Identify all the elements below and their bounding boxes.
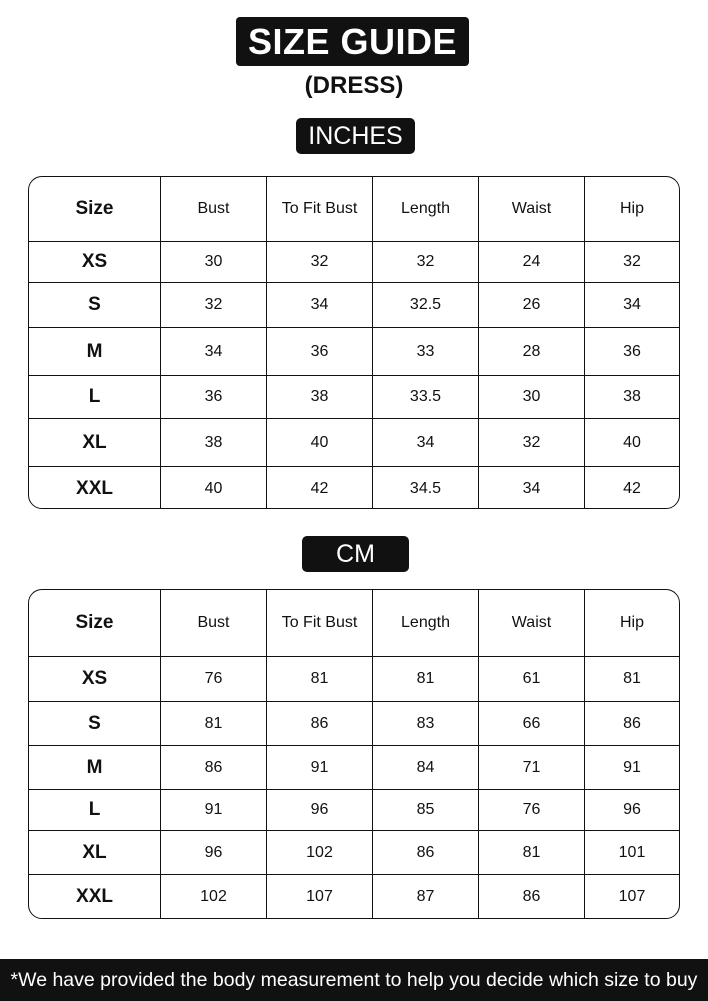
table-row bbox=[29, 242, 679, 283]
to-fit-bust-cell: 102 bbox=[267, 831, 373, 874]
size-cell: XL bbox=[29, 831, 161, 874]
waist-cell: 24 bbox=[479, 242, 585, 282]
bust-cell: 86 bbox=[161, 746, 267, 789]
bust-cell: 76 bbox=[161, 657, 267, 701]
header-waist: Waist bbox=[479, 590, 585, 656]
size-cell: XS bbox=[29, 657, 161, 701]
table-row bbox=[29, 831, 679, 875]
table-row bbox=[29, 467, 679, 509]
bust-cell: 34 bbox=[161, 328, 267, 375]
header-waist: Waist bbox=[479, 177, 585, 241]
bust-cell: 30 bbox=[161, 242, 267, 282]
length-cell: 83 bbox=[373, 702, 479, 745]
length-cell: 33.5 bbox=[373, 376, 479, 418]
table-row bbox=[29, 328, 679, 376]
waist-cell: 32 bbox=[479, 419, 585, 466]
hip-cell: 42 bbox=[623, 479, 641, 497]
length-cell: 32 bbox=[373, 242, 479, 282]
length-cell: 85 bbox=[373, 790, 479, 830]
to-fit-bust-cell: 86 bbox=[267, 702, 373, 745]
header-length: Length bbox=[373, 590, 479, 656]
to-fit-bust-cell: 107 bbox=[267, 875, 373, 919]
table-row bbox=[29, 702, 679, 746]
size-cell: M bbox=[29, 746, 161, 789]
to-fit-bust-cell: 40 bbox=[267, 419, 373, 466]
cm-section-label: CM bbox=[302, 536, 409, 572]
header-size: Size bbox=[29, 590, 161, 656]
bust-cell: 91 bbox=[161, 790, 267, 830]
table-header-row bbox=[29, 177, 679, 242]
bust-cell: 96 bbox=[161, 831, 267, 874]
measurement-disclaimer: *We have provided the body measurement to help you decide which size to buy bbox=[0, 959, 708, 1001]
bust-cell: 32 bbox=[161, 283, 267, 327]
table-header-row bbox=[29, 590, 679, 657]
hip-cell: 91 bbox=[623, 758, 641, 776]
length-cell: 33 bbox=[373, 328, 479, 375]
hip-cell: 38 bbox=[623, 388, 641, 405]
waist-cell: 86 bbox=[479, 875, 585, 919]
to-fit-bust-cell: 96 bbox=[267, 790, 373, 830]
length-cell: 81 bbox=[373, 657, 479, 701]
waist-cell: 66 bbox=[479, 702, 585, 745]
table-row bbox=[29, 419, 679, 467]
to-fit-bust-cell: 91 bbox=[267, 746, 373, 789]
waist-cell: 28 bbox=[479, 328, 585, 375]
hip-cell: 81 bbox=[623, 670, 641, 687]
waist-cell: 26 bbox=[479, 283, 585, 327]
hip-cell: 86 bbox=[623, 714, 641, 732]
to-fit-bust-cell: 38 bbox=[267, 376, 373, 418]
waist-cell: 34 bbox=[479, 467, 585, 509]
waist-cell: 81 bbox=[479, 831, 585, 874]
hip-cell: 32 bbox=[623, 253, 641, 270]
size-cell: S bbox=[29, 702, 161, 745]
size-cell: XXL bbox=[29, 467, 161, 509]
page-subtitle: (DRESS) bbox=[304, 72, 404, 99]
length-cell: 32.5 bbox=[373, 283, 479, 327]
size-cell: L bbox=[29, 376, 161, 418]
inches-section-label: INCHES bbox=[296, 118, 415, 154]
size-cell: XXL bbox=[29, 875, 161, 919]
table-row bbox=[29, 283, 679, 328]
size-cell: XL bbox=[29, 419, 161, 466]
table-row bbox=[29, 657, 679, 702]
page-title: SIZE GUIDE bbox=[236, 17, 469, 66]
to-fit-bust-cell: 32 bbox=[267, 242, 373, 282]
cm-size-table bbox=[28, 589, 680, 919]
hip-cell: 40 bbox=[623, 433, 641, 451]
header-hip: Hip bbox=[619, 200, 644, 217]
header-hip: Hip bbox=[619, 614, 644, 631]
table-row bbox=[29, 746, 679, 790]
to-fit-bust-cell: 34 bbox=[267, 283, 373, 327]
header-bust: Bust bbox=[161, 177, 267, 241]
waist-cell: 71 bbox=[479, 746, 585, 789]
to-fit-bust-cell: 42 bbox=[267, 467, 373, 509]
table-row bbox=[29, 875, 679, 919]
size-cell: M bbox=[29, 328, 161, 375]
hip-cell: 107 bbox=[618, 888, 646, 905]
inches-size-table bbox=[28, 176, 680, 509]
length-cell: 87 bbox=[373, 875, 479, 919]
hip-cell: 36 bbox=[623, 342, 641, 360]
length-cell: 84 bbox=[373, 746, 479, 789]
hip-cell: 34 bbox=[623, 296, 641, 313]
bust-cell: 36 bbox=[161, 376, 267, 418]
header-length: Length bbox=[373, 177, 479, 241]
length-cell: 34.5 bbox=[373, 467, 479, 509]
waist-cell: 76 bbox=[479, 790, 585, 830]
length-cell: 86 bbox=[373, 831, 479, 874]
bust-cell: 40 bbox=[161, 467, 267, 509]
bust-cell: 102 bbox=[161, 875, 267, 919]
header-size: Size bbox=[29, 177, 161, 241]
to-fit-bust-cell: 36 bbox=[267, 328, 373, 375]
waist-cell: 30 bbox=[479, 376, 585, 418]
hip-cell: 96 bbox=[623, 801, 641, 818]
bust-cell: 81 bbox=[161, 702, 267, 745]
header-bust: Bust bbox=[161, 590, 267, 656]
size-cell: XS bbox=[29, 242, 161, 282]
to-fit-bust-cell: 81 bbox=[267, 657, 373, 701]
size-cell: S bbox=[29, 283, 161, 327]
table-row bbox=[29, 376, 679, 419]
length-cell: 34 bbox=[373, 419, 479, 466]
hip-cell: 101 bbox=[618, 843, 646, 861]
bust-cell: 38 bbox=[161, 419, 267, 466]
header-to-fit-bust: To Fit Bust bbox=[267, 590, 373, 656]
table-row bbox=[29, 790, 679, 831]
header-to-fit-bust: To Fit Bust bbox=[267, 177, 373, 241]
size-cell: L bbox=[29, 790, 161, 830]
waist-cell: 61 bbox=[479, 657, 585, 701]
